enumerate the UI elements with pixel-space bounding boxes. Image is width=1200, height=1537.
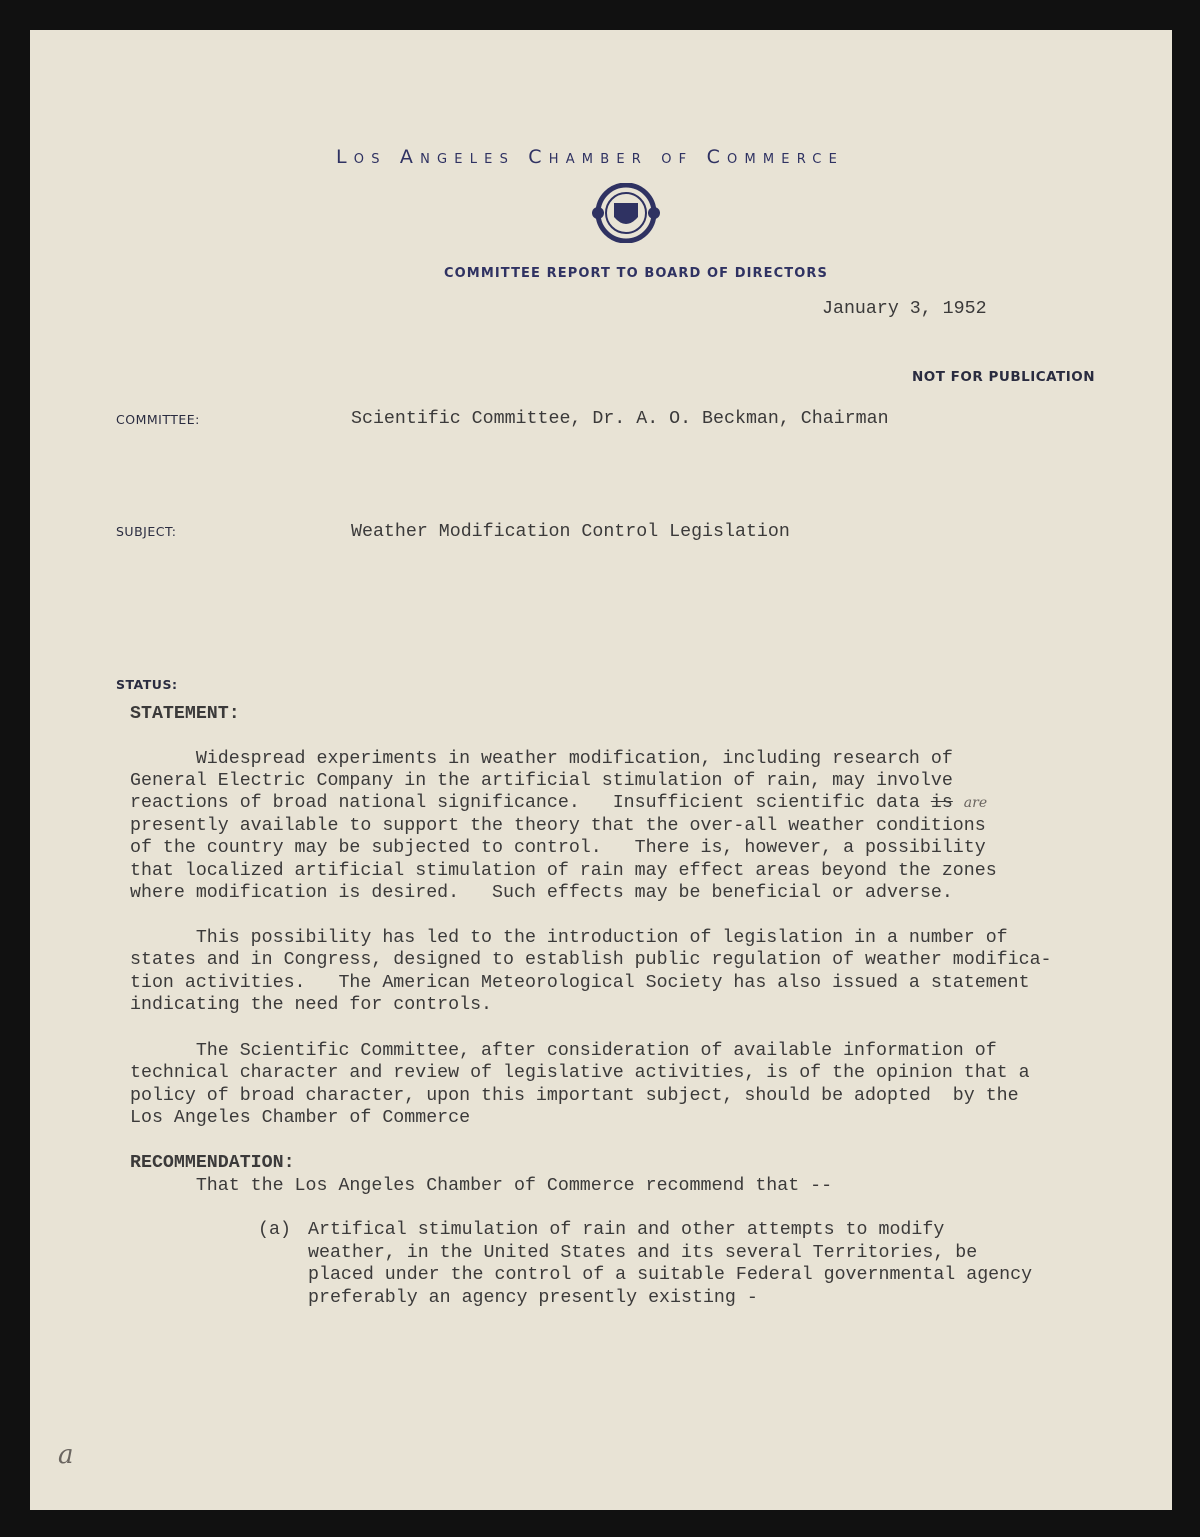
item-marker: (a): [258, 1220, 291, 1240]
text-line: weather, in the United States and its several Territories, be: [308, 1243, 978, 1263]
report-type: COMMITTEE REPORT TO BOARD OF DIRECTORS: [444, 266, 828, 281]
text-line: technical character and review of legislative activities, is of the opinion that a: [130, 1063, 1030, 1083]
text-line: The Scientific Committee, after consideration of available information of: [130, 1041, 997, 1061]
text-line: tion activities. The American Meteorological Society has also issued a statement: [130, 973, 1030, 993]
text-line: Artifical stimulation of rain and other attempts to modify: [308, 1220, 945, 1240]
subject-value: Weather Modification Control Legislation: [351, 522, 790, 542]
statement-heading: STATEMENT:: [130, 704, 240, 724]
recommendation-heading: RECOMMENDATION:: [130, 1153, 295, 1173]
text-line: where modification is desired. Such effects may be beneficial or adverse.: [130, 883, 953, 903]
struck-word: is: [930, 793, 953, 813]
text-line: placed under the control of a suitable Federal governmental agency: [308, 1265, 1033, 1285]
text-line: states and in Congress, designed to establish public regulation of weather modifica-: [130, 950, 1052, 970]
text-line: presently available to support the theory that the over-all weather conditions: [130, 816, 986, 836]
text-line: This possibility has led to the introduction of legislation in a number of: [130, 928, 1008, 948]
text-line: preferably an agency presently existing -: [308, 1288, 758, 1308]
text-line: Widespread experiments in weather modification, including research of: [130, 749, 953, 769]
text-line-part: reactions of broad national significance. Insufficient scientific data: [130, 793, 931, 813]
committee-label: COMMITTEE:: [116, 412, 200, 427]
recommendation-intro: That the Los Angeles Chamber of Commerce recommend that --: [130, 1176, 833, 1196]
handwritten-correction: are: [963, 795, 988, 811]
text-line: General Electric Company in the artificial stimulation of rain, may involve: [130, 771, 953, 791]
text-line: policy of broad character, upon this important subject, should be adopted by the: [130, 1086, 1019, 1106]
margin-note: a: [58, 1440, 74, 1470]
subject-label: SUBJECT:: [116, 524, 177, 539]
text-line: Los Angeles Chamber of Commerce: [130, 1108, 471, 1128]
committee-value: Scientific Committee, Dr. A. O. Beckman, Chairman: [351, 409, 889, 429]
status-label: STATUS:: [116, 677, 178, 692]
text-line: of the country may be subjected to control. There is, however, a possibility: [130, 838, 986, 858]
document-date: January 3, 1952: [822, 299, 987, 319]
text-line: that localized artificial stimulation of rain may effect areas beyond the zones: [130, 861, 997, 881]
text-line: [130, 792, 987, 814]
text-line: indicating the need for controls.: [130, 995, 493, 1015]
publication-notice: NOT FOR PUBLICATION: [912, 369, 1096, 385]
chamber-seal-icon: [590, 183, 662, 243]
letterhead-org: Los Angeles Chamber of Commerce: [336, 146, 844, 168]
